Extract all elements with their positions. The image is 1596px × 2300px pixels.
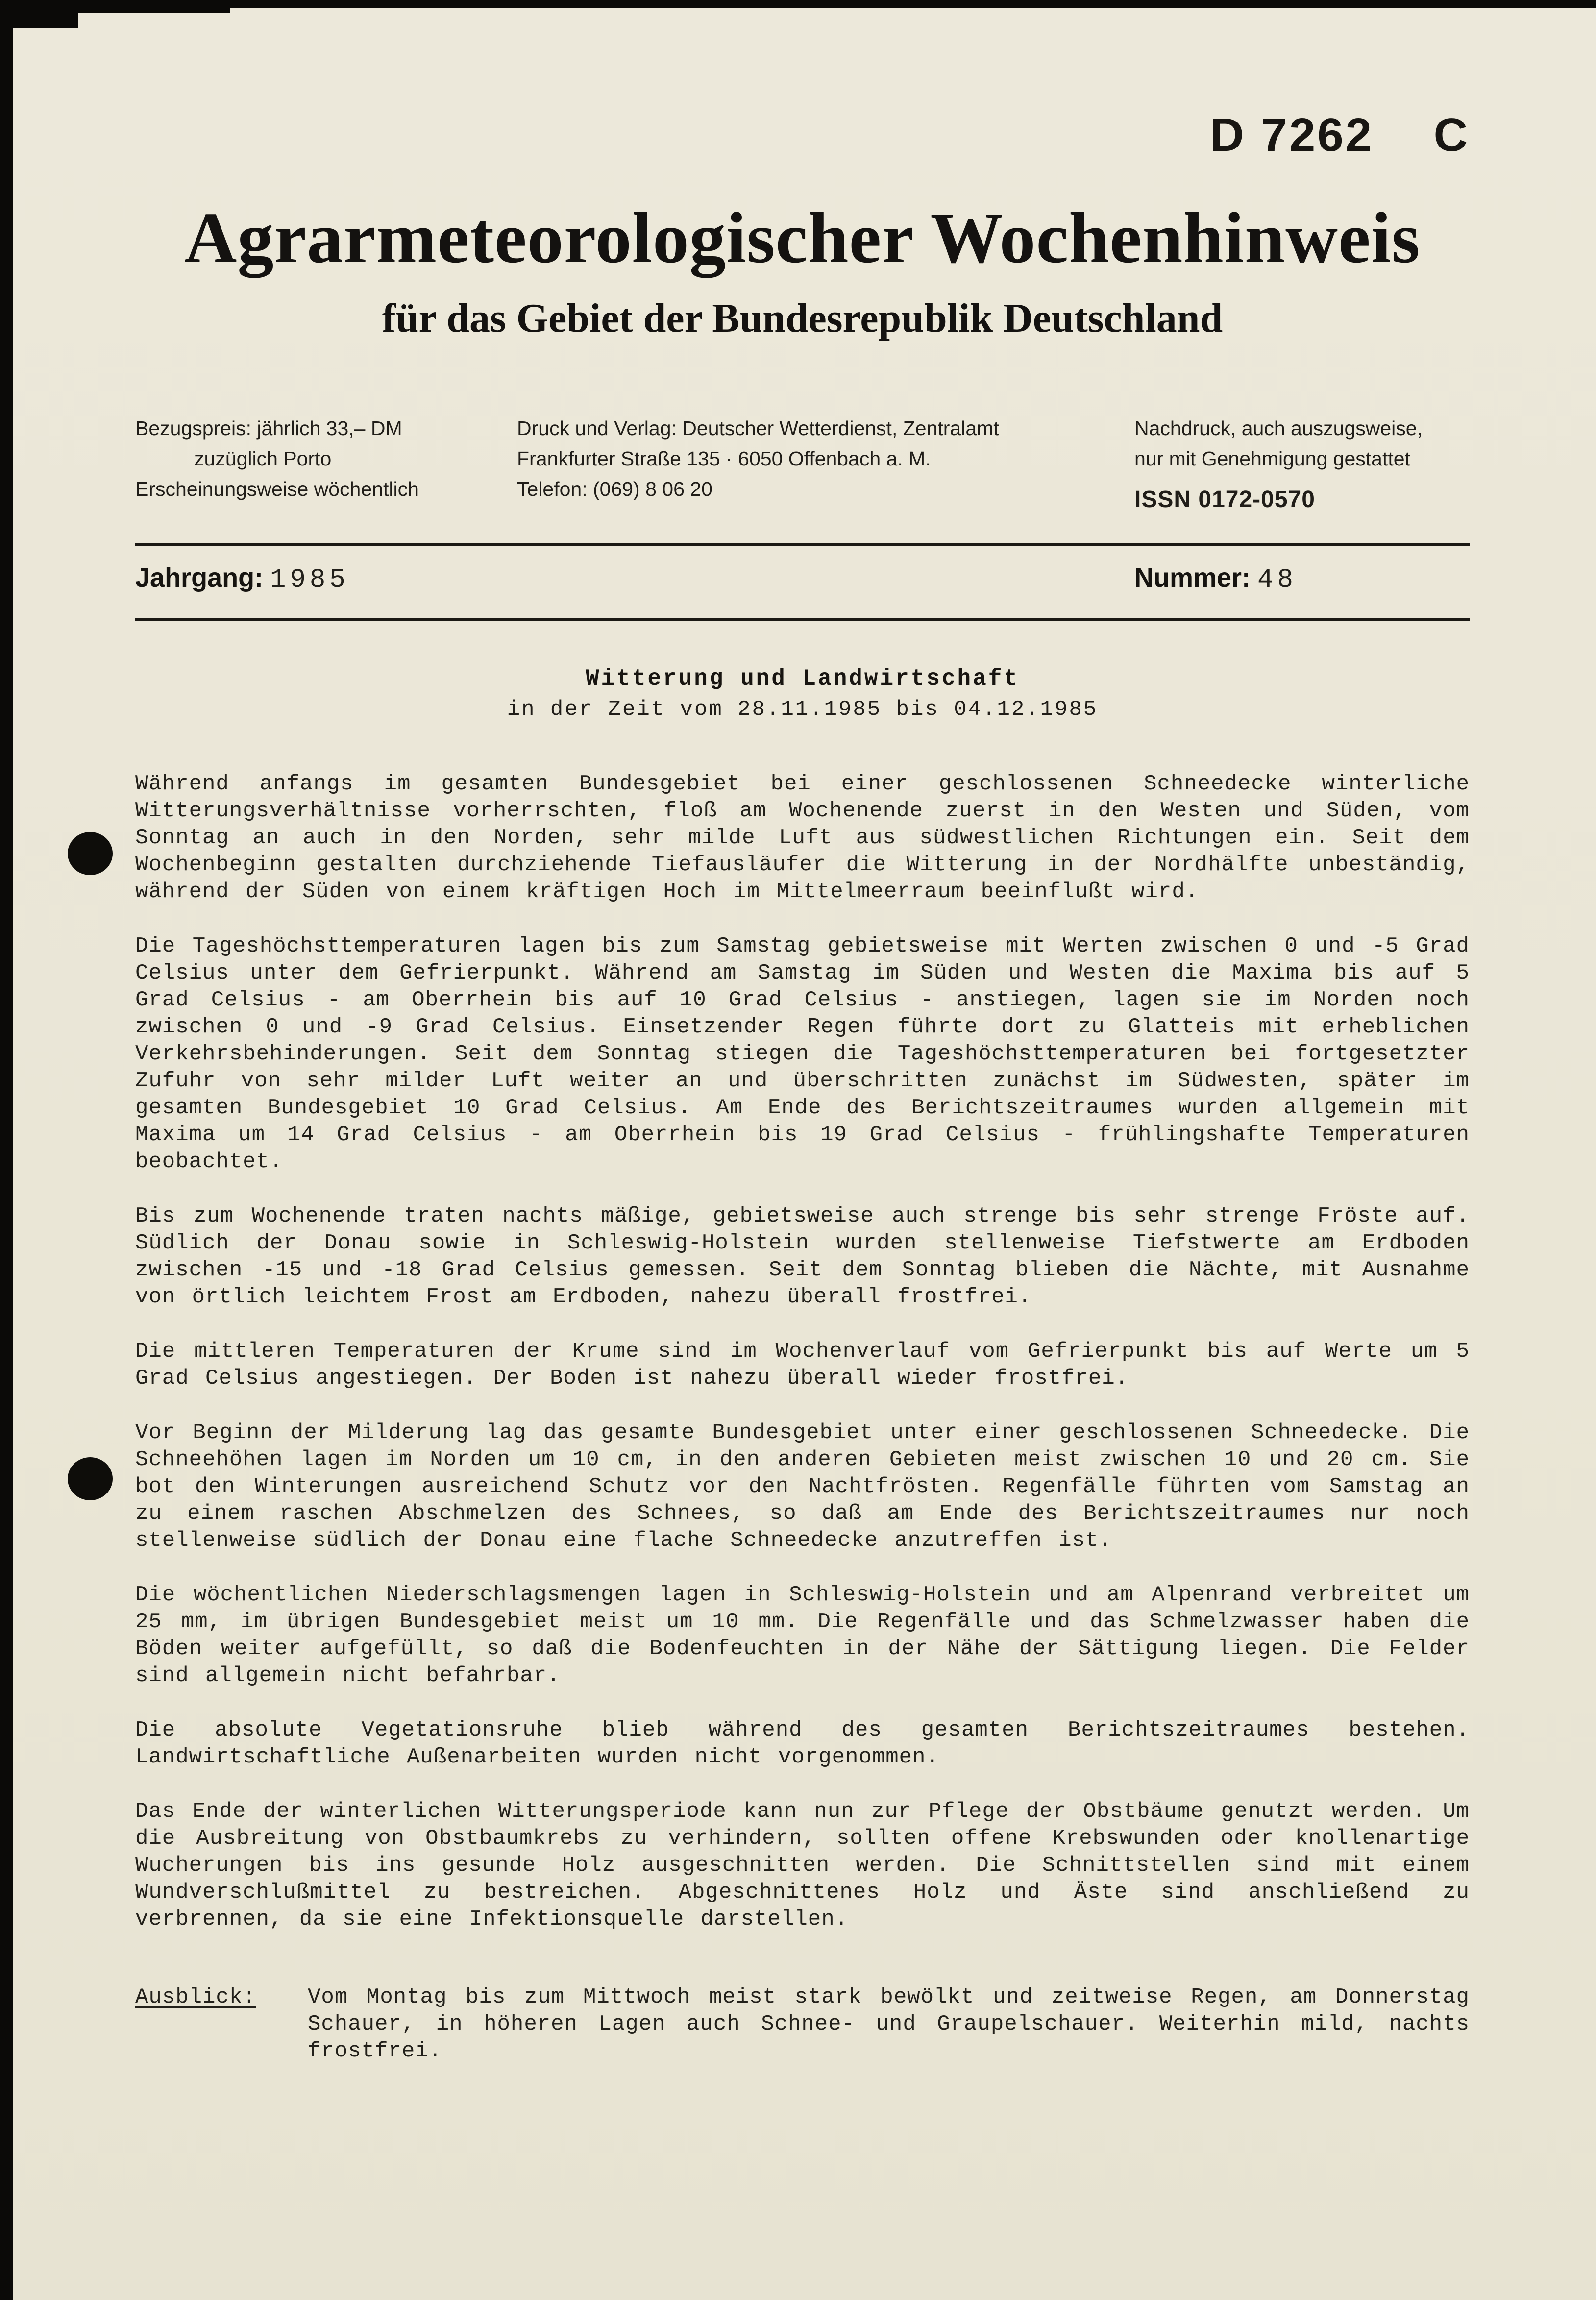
paragraph-orchard-care: Das Ende der winterlichen Witterungsperiode kann nun zur Pflege der Obstbäume genutzt werden. Um die Ausbreitung von Obstbaumkrebs zu verhindern, sollten offene Krebswunden oder knollenartige Wucherungen bis ins gesunde Holz ausgeschnitten werden. Die Schnittstellen sind mit einem Wundverschlußmittel zu bestreichen. Abgeschnittenes Holz und Äste sind anschließend zu verbrennen, da sie eine Infektionsquelle darstellen. <box>135 1799 1470 1932</box>
page-title: Agrarmeteorologischer Wochenhinweis <box>184 198 1421 278</box>
article-heading: Witterung und Landwirtschaft <box>586 666 1019 691</box>
paragraph-night-frosts: Bis zum Wochenende traten nachts mäßige, gebietsweise auch strenge bis sehr strenge Fröste auf. Südlich der Donau sowie in Schleswig-Holstein wurden stellenweise Tiefstwerte am Erdboden zwischen -15 und -18 Grad Celsius gemessen. Seit dem Sonntag blieben die Nächte, mit Ausnahme von örtlich leichtem Frost am Erdboden, nahezu überall frostfrei. <box>135 1204 1470 1309</box>
paragraph-soil-temperatures: Die mittleren Temperaturen der Krume sind im Wochenverlauf vom Gefrierpunkt bis auf Werte um 5 Grad Celsius angestiegen. Der Boden ist nahezu überall wieder frostfrei. <box>135 1339 1470 1391</box>
article-body <box>135 771 1470 1933</box>
masthead-rights-column <box>1134 413 1470 515</box>
paragraph-max-temperatures: Die Tageshöchsttemperaturen lagen bis zum Samstag gebietsweise mit Werten zwischen 0 und -5 Grad Celsius unter dem Gefrierpunkt. Während am Samstag im Süden und Westen die Maxima bis auf 5 Grad Celsius - am Oberrhein bis auf 10 Grad Celsius - anstiegen, lagen sie im Norden noch zwischen 0 und -9 Grad Celsius. Einsetzender Regen führte dort zu Glatteis mit erheblichen Verkehrsbehinderungen. Seit dem Sonntag stiegen die Tageshöchsttemperaturen bei fortgesetzter Zufuhr von sehr milder Luft weiter an und überschritten zunächst im Südwesten, später im gesamten Bundesgebiet 10 Grad Celsius. Am Ende des Berichtszeitraumes wurden allgemein mit Maxima um 14 Grad Celsius - am Oberrhein bis 19 Grad Celsius - frühlingshafte Temperaturen beobachtet. <box>135 934 1470 1174</box>
issue-info-row <box>135 563 1470 602</box>
postal-code-label: D 7262 C <box>1210 109 1470 161</box>
divider-rule-top <box>135 543 1470 546</box>
price-line-3: Erscheinungsweise wöchentlich <box>135 478 419 500</box>
rights-line-1: Nachdruck, auch auszugsweise, <box>1134 417 1423 440</box>
outlook-text: Vom Montag bis zum Mittwoch meist stark bewölkt und zeitweise Regen, am Donnerstag Schauer, in höheren Lagen auch Schnee- und Graupelschauer. Weiterhin mild, nachts frostfrei. <box>308 1985 1470 2063</box>
nummer-group <box>1134 563 1297 595</box>
price-line-2: zuzüglich Porto <box>194 447 332 470</box>
scan-edge-artifact-corner <box>0 0 78 28</box>
paragraph-precipitation: Die wöchentlichen Niederschlagsmengen lagen in Schleswig-Holstein und am Alpenrand verbreitet um 25 mm, im übrigen Bundesgebiet meist um 10 mm. Die Regenfälle und das Schmelzwasser haben die Böden weiter aufgefüllt, so daß die Bodenfeuchten in der Nähe der Sättigung liegen. Die Felder sind allgemein nicht befahrbar. <box>135 1583 1470 1688</box>
page-content <box>13 8 1596 2065</box>
page-subtitle: für das Gebiet der Bundesrepublik Deutschland <box>382 295 1223 341</box>
publisher-line-3: Telefon: (069) 8 06 20 <box>517 478 712 500</box>
jahrgang-value: 1985 <box>270 565 349 595</box>
hole-punch-mark-bottom <box>68 1457 113 1500</box>
outlook-label: Ausblick: <box>135 1985 256 2009</box>
masthead-price-column <box>135 413 517 515</box>
publisher-line-1: Druck und Verlag: Deutscher Wetterdienst, Zentralamt <box>517 417 999 440</box>
paragraph-vegetation: Die absolute Vegetationsruhe blieb während des gesamten Berichtszeitraumes bestehen. Landwirtschaftliche Außenarbeiten wurden nicht vorgenommen. <box>135 1718 1470 1769</box>
price-line-1: Bezugspreis: jährlich 33,– DM <box>135 417 402 440</box>
issn-number: ISSN 0172-0570 <box>1134 487 1315 513</box>
divider-rule-bottom <box>135 618 1470 621</box>
nummer-value: 48 <box>1257 565 1297 595</box>
document-page <box>13 8 1596 2300</box>
masthead-publisher-column <box>517 413 1134 515</box>
rights-line-2: nur mit Genehmigung gestattet <box>1134 447 1410 470</box>
jahrgang-label: Jahrgang: <box>135 563 264 592</box>
article <box>135 666 1470 2065</box>
paragraph-weather-overview: Während anfangs im gesamten Bundesgebiet bei einer geschlossenen Schneedecke winterliche Witterungsverhältnisse vorherrschten, floß am Wochenende zuerst in den Westen und Süden, vom Sonntag an auch in den Norden, sehr milde Luft aus südwestlichen Richtungen ein. Seit dem Wochenbeginn gestalten durchziehende Tiefausläufer die Witterung in der Nordhälfte unbeständig, während der Süden von einem kräftigen Hoch im Mittelmeerraum beeinflußt wird. <box>135 772 1470 904</box>
article-subheading: in der Zeit vom 28.11.1985 bis 04.12.1985 <box>507 697 1098 722</box>
nummer-label: Nummer: <box>1134 563 1251 592</box>
hole-punch-mark-top <box>68 832 113 875</box>
masthead-info <box>135 413 1470 515</box>
paragraph-snow-cover: Vor Beginn der Milderung lag das gesamte Bundesgebiet unter einer geschlossenen Schneedecke. Die Schneehöhen lagen im Norden um 10 cm, in den anderen Gebieten meist zwischen 10 und 20 cm. Sie bot den Winterungen ausreichend Schutz vor den Nachtfrösten. Regenfälle führten vom Samstag an zu einem raschen Abschmelzen des Schnees, so daß am Ende des Berichtszeitraumes nur noch stellenweise südlich der Donau eine flache Schneedecke anzutreffen ist. <box>135 1420 1470 1553</box>
publisher-line-2: Frankfurter Straße 135 · 6050 Offenbach a. M. <box>517 447 931 470</box>
outlook-section <box>135 1984 1470 2065</box>
